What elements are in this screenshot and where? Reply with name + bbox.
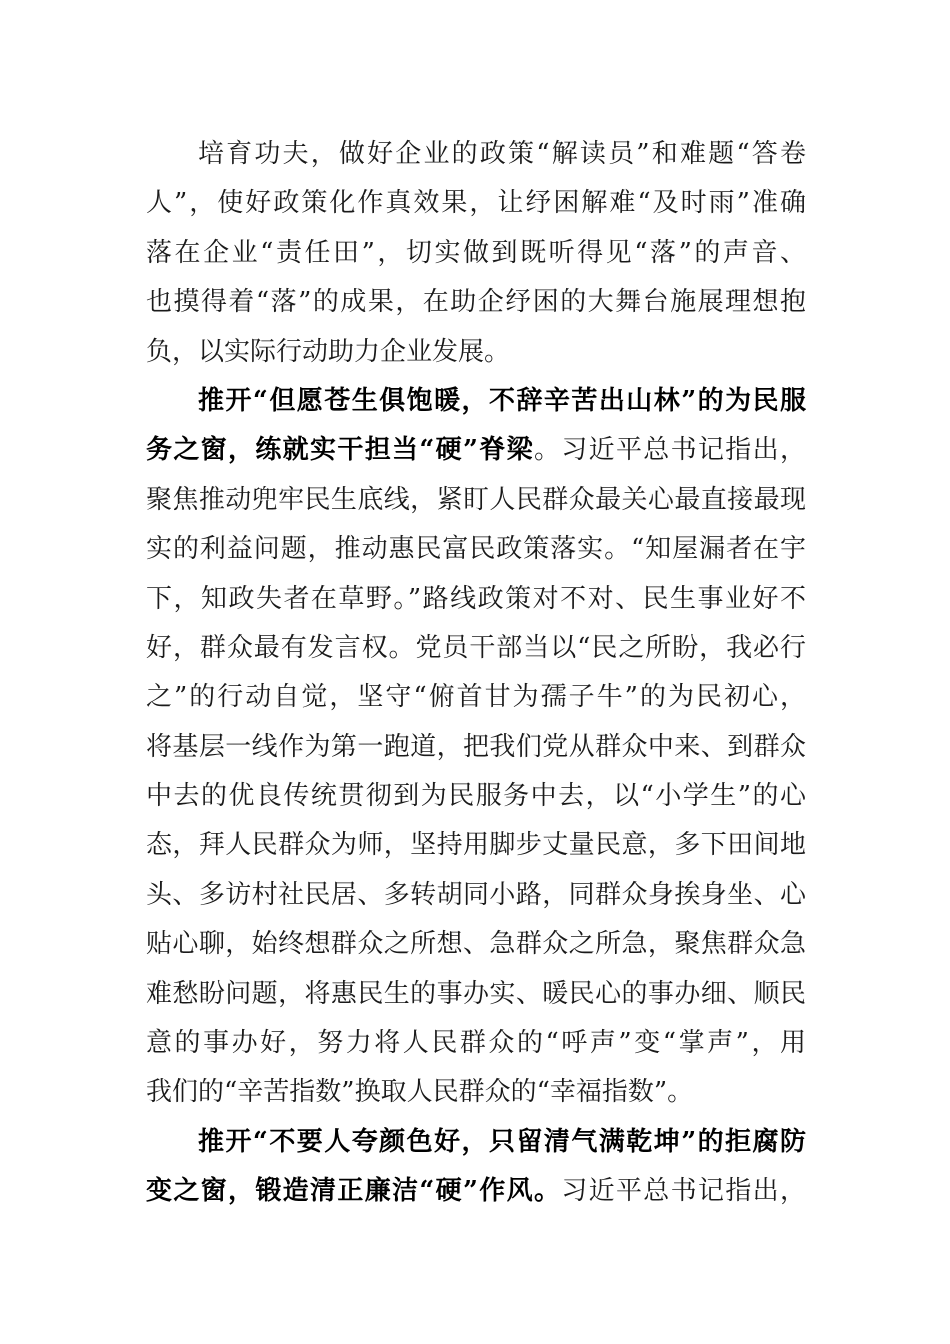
text-line: [146, 426, 806, 475]
text-line: 态，拜人民群众为师，坚持用脚步丈量民意，多下田间地: [146, 830, 806, 861]
body-text: [146, 130, 806, 1217]
text-line: 落在企业“责任田”，切实做到既听得见“落”的声音、: [146, 237, 806, 268]
paragraph-1: [146, 130, 806, 377]
text-line: 意的事办好，努力将人民群众的“呼声”变“掌声”，用: [146, 1028, 806, 1059]
text-line: [146, 1167, 806, 1216]
text-line: 负，以实际行动助力企业发展。: [146, 336, 511, 367]
section-heading-text: 务之窗，练就实干担当“硬”脊梁: [146, 435, 534, 466]
section-heading-line: 推开“但愿苍生俱饱暖，不辞辛苦出山林”的为民服: [198, 385, 806, 416]
text-span: 习近平总书记指出，: [561, 1176, 806, 1207]
text-line: 也摸得着“落”的成果，在助企纾困的大舞台施展理想抱: [146, 287, 806, 318]
text-line: 人”，使好政策化作真效果，让纾困解难“及时雨”准确: [146, 188, 806, 219]
text-span: 。习近平总书记指出，: [533, 435, 806, 466]
text-line: 将基层一线作为第一跑道，把我们党从群众中来、到群众: [146, 731, 806, 762]
text-line: 培育功夫，做好企业的政策“解读员”和难题“答卷: [198, 139, 806, 169]
text-line: 头、多访村社民居、多转胡同小路，同群众身挨身坐、心: [146, 879, 806, 910]
text-line: 实的利益问题，推动惠民富民政策落实。“知屋漏者在宇: [146, 534, 806, 565]
section-heading-text: 变之窗，锻造清正廉洁“硬”作风。: [146, 1176, 562, 1207]
text-line: 贴心聊，始终想群众之所想、急群众之所急，聚焦群众急: [146, 929, 806, 960]
paragraph-2: [146, 377, 806, 1118]
text-line: 聚焦推动兜牢民生底线，紧盯人民群众最关心最直接最现: [146, 484, 806, 515]
text-line: 中去的优良传统贯彻到为民服务中去，以“小学生”的心: [146, 781, 806, 812]
section-heading-line: 推开“不要人夸颜色好，只留清气满乾坤”的拒腐防: [198, 1126, 806, 1157]
paragraph-3: [146, 1118, 806, 1217]
text-line: 好，群众最有发言权。党员干部当以“民之所盼，我必行: [146, 632, 806, 663]
text-line: 我们的“辛苦指数”换取人民群众的“幸福指数”。: [146, 1077, 694, 1108]
text-line: 下，知政失者在草野。”路线政策对不对、民生事业好不: [146, 583, 806, 614]
text-line: 难愁盼问题，将惠民生的事办实、暖民心的事办细、顺民: [146, 978, 806, 1009]
text-line: 之”的行动自觉，坚守“俯首甘为孺子牛”的为民初心，: [146, 682, 806, 713]
